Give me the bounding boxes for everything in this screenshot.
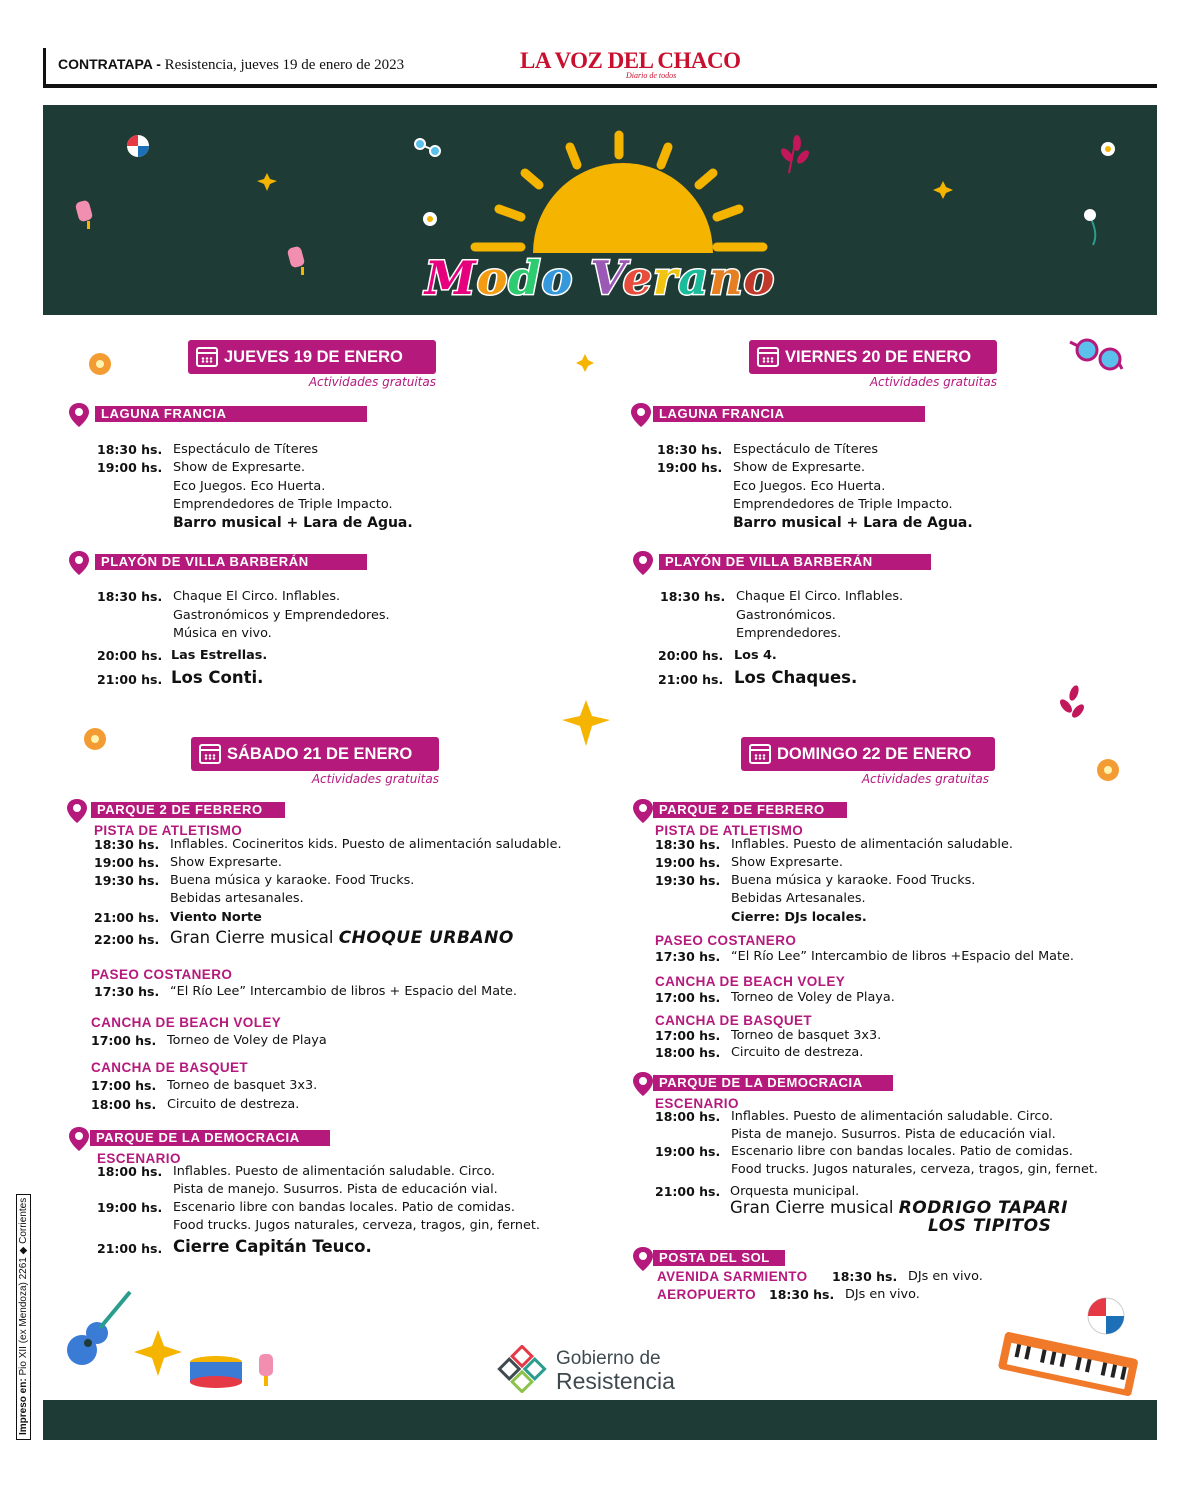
subvenue-beach-voley: CANCHA DE BEACH VOLEY bbox=[91, 1015, 282, 1030]
venue-parque-de-la-democracia: PARQUE DE LA DEMOCRACIA bbox=[653, 1075, 893, 1091]
subvenue-paseo-costanero: PASEO COSTANERO bbox=[91, 967, 233, 982]
venue-laguna-francia: LAGUNA FRANCIA bbox=[95, 406, 367, 422]
printed-at-note: Impreso en: Pio XII (ex Mendoza) 2261 ◆ Corrientes bbox=[16, 1194, 31, 1440]
keyboard-icon bbox=[998, 1331, 1139, 1396]
day-header-sabado: SÁBADO 21 DE ENERO bbox=[191, 737, 439, 771]
venue-parque-2-de-febrero: PARQUE 2 DE FEBRERO bbox=[91, 802, 285, 818]
subvenue-cancha-basquet: CANCHA DE BASQUET bbox=[655, 1013, 813, 1028]
day-header-jueves: JUEVES 19 DE ENERO bbox=[188, 340, 436, 374]
subvenue-escenario: ESCENARIO bbox=[97, 1151, 181, 1166]
venue-playon-villa-barberan: PLAYÓN DE VILLA BARBERÁN bbox=[659, 554, 931, 570]
leaf-icon bbox=[1058, 684, 1086, 720]
subvenue-cancha-basquet: CANCHA DE BASQUET bbox=[91, 1060, 249, 1075]
day-header-viernes: VIERNES 20 DE ENERO bbox=[749, 340, 997, 374]
gobierno-resistencia-logo[interactable] bbox=[494, 1345, 675, 1397]
free-activities-label: Actividades gratuitas bbox=[861, 772, 989, 786]
venue-parque-de-la-democracia: PARQUE DE LA DEMOCRACIA bbox=[90, 1130, 330, 1146]
subvenue-escenario: ESCENARIO bbox=[655, 1096, 739, 1111]
free-activities-label: Actividades gratuitas bbox=[869, 375, 997, 389]
newspaper-tagline: Diario de todos bbox=[626, 71, 677, 80]
venue-posta-del-sol: POSTA DEL SOL bbox=[653, 1250, 785, 1266]
day-header-domingo: DOMINGO 22 DE ENERO bbox=[741, 737, 995, 771]
gobierno-line2: Resistencia bbox=[556, 1368, 675, 1394]
beach-ball-icon bbox=[1088, 1298, 1124, 1334]
venue-playon-villa-barberan: PLAYÓN DE VILLA BARBERÁN bbox=[95, 554, 367, 570]
sunglasses-icon bbox=[1070, 340, 1122, 369]
newspaper-logo[interactable]: LA VOZ DEL CHACO bbox=[520, 48, 741, 73]
venue-parque-2-de-febrero: PARQUE 2 DE FEBRERO bbox=[653, 802, 847, 818]
venue-laguna-francia: LAGUNA FRANCIA bbox=[653, 406, 925, 422]
popsicle-icon bbox=[259, 1354, 273, 1386]
drum-icon bbox=[190, 1356, 242, 1388]
subvenue-beach-voley: CANCHA DE BEACH VOLEY bbox=[655, 974, 846, 989]
subvenue-paseo-costanero: PASEO COSTANERO bbox=[655, 933, 797, 948]
gobierno-line1: Gobierno de bbox=[556, 1348, 661, 1369]
banner-title: Modo Verano bbox=[424, 251, 776, 305]
guitar-icon bbox=[67, 1292, 130, 1365]
flower-icon bbox=[84, 353, 1119, 781]
subvenue-pista-atletismo: PISTA DE ATLETISMO bbox=[94, 823, 243, 838]
free-activities-label: Actividades gratuitas bbox=[308, 375, 436, 389]
section-dateline: CONTRATAPA - Resistencia, jueves 19 de enero de 2023 bbox=[58, 56, 405, 73]
subvenue-pista-atletismo: PISTA DE ATLETISMO bbox=[655, 823, 804, 838]
star-icon bbox=[134, 354, 610, 1376]
gobierno-emblem-icon bbox=[494, 1345, 550, 1393]
footer-bar bbox=[43, 1400, 1157, 1440]
free-activities-label: Actividades gratuitas bbox=[311, 772, 439, 786]
